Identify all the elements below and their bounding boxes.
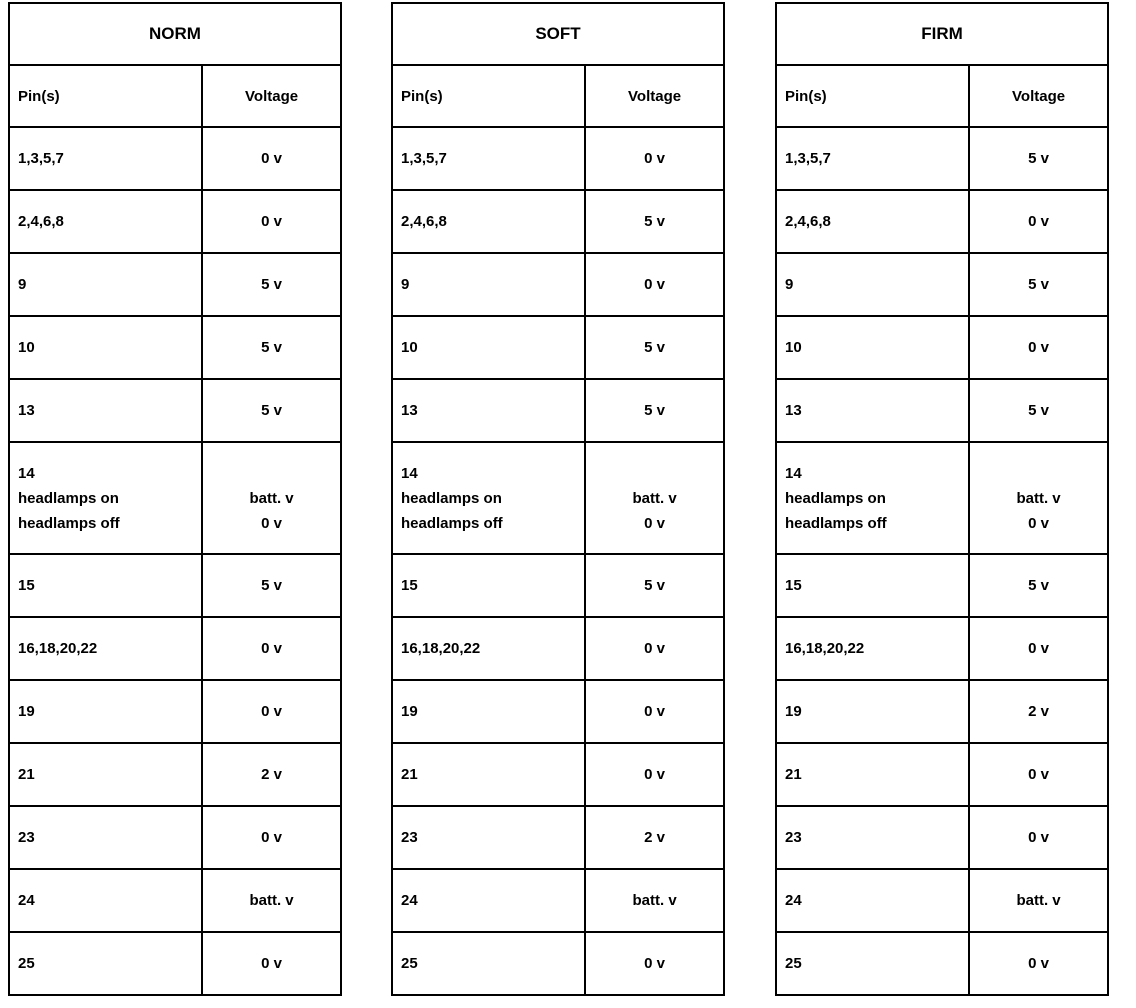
pin-cell: 23 [392,806,585,869]
pin-condition-off: headlamps off [785,514,887,532]
table-row [9,617,341,680]
firm-table [775,2,1109,996]
voltage-cell: 2 v [585,806,724,869]
table-row [9,743,341,806]
voltage-cell: 2 v [969,680,1108,743]
table-title: FIRM [776,3,1108,65]
pin-number: 14 [401,464,418,482]
table-row [776,554,1108,617]
pin-cell: 10 [9,316,202,379]
voltage-cell: 0 v [969,190,1108,253]
pin-cell: 24 [776,869,969,932]
pin-cell: 19 [392,680,585,743]
pin-cell: 15 [392,554,585,617]
voltage-cell: 5 v [969,127,1108,190]
pin-cell: 24 [392,869,585,932]
voltage-cell: batt. v [969,869,1108,932]
voltage-cell: batt. v [585,869,724,932]
voltage-cell: 0 v [969,316,1108,379]
voltage-on: batt. v [1016,489,1061,507]
pin-cell: 15 [776,554,969,617]
table-row [392,316,724,379]
table-row [392,680,724,743]
soft-table [391,2,725,996]
pin-cell: 13 [9,379,202,442]
pin-condition-off: headlamps off [401,514,503,532]
voltage-spacer [978,461,1099,486]
voltage-off: 0 v [644,514,665,532]
pin-cell: 2,4,6,8 [392,190,585,253]
pin-cell: 24 [9,869,202,932]
voltage-spacer [211,461,332,486]
table-row [9,932,341,995]
pin-number: 14 [18,464,35,482]
pin-cell [392,442,585,554]
table-row [776,127,1108,190]
voltage-cell: 0 v [202,127,341,190]
table-row [776,932,1108,995]
table-row [776,316,1108,379]
voltage-cell: 2 v [202,743,341,806]
table-title: NORM [9,3,341,65]
pin-cell: 25 [9,932,202,995]
table-title-row [9,3,341,65]
table-row [776,869,1108,932]
table-row [392,190,724,253]
table-row [9,554,341,617]
voltage-cell: 0 v [969,617,1108,680]
voltage-cell: 5 v [585,379,724,442]
voltage-on: batt. v [249,489,294,507]
voltage-cell [585,442,724,554]
pin-cell: 1,3,5,7 [776,127,969,190]
table-row [392,379,724,442]
voltage-cell: 0 v [585,680,724,743]
table-row [392,554,724,617]
voltage-cell: 0 v [202,932,341,995]
voltage-cell: 5 v [969,253,1108,316]
voltage-column-header: Voltage [202,65,341,127]
pin-cell: 10 [776,316,969,379]
table-row [392,743,724,806]
column-header-row [776,65,1108,127]
voltage-cell: 0 v [585,253,724,316]
voltage-off: 0 v [1028,514,1049,532]
voltage-cell: 0 v [585,127,724,190]
voltage-on: batt. v [632,489,677,507]
voltage-cell [202,442,341,554]
pin-column-header: Pin(s) [392,65,585,127]
pin-condition-on: headlamps on [18,489,119,507]
voltage-cell: 0 v [202,806,341,869]
table-title-row [776,3,1108,65]
voltage-off: 0 v [261,514,282,532]
pin-condition-on: headlamps on [785,489,886,507]
voltage-cell: 5 v [202,379,341,442]
table-row [776,806,1108,869]
pin-number: 14 [785,464,802,482]
pin-column-header: Pin(s) [9,65,202,127]
voltage-spacer [594,461,715,486]
voltage-cell: 5 v [202,554,341,617]
voltage-cell: 0 v [202,680,341,743]
pin-cell: 21 [776,743,969,806]
voltage-cell: 0 v [585,932,724,995]
table-row [392,127,724,190]
pin-cell: 13 [392,379,585,442]
table-row [9,806,341,869]
pin-cell: 1,3,5,7 [392,127,585,190]
table-row [392,869,724,932]
pin-cell: 23 [776,806,969,869]
pin-cell: 19 [776,680,969,743]
table-row [392,253,724,316]
pin-cell: 16,18,20,22 [776,617,969,680]
table-row [392,617,724,680]
pin-cell: 19 [9,680,202,743]
voltage-cell: 0 v [969,932,1108,995]
voltage-cell: 0 v [585,743,724,806]
table-row [776,680,1108,743]
pin-cell: 21 [9,743,202,806]
table-row [776,253,1108,316]
pin-cell: 23 [9,806,202,869]
column-header-row [392,65,724,127]
voltage-cell: 5 v [969,554,1108,617]
pin-cell: 2,4,6,8 [776,190,969,253]
voltage-column-header: Voltage [585,65,724,127]
table-title: SOFT [392,3,724,65]
pin-cell: 25 [392,932,585,995]
voltage-cell [969,442,1108,554]
voltage-cell: 5 v [202,253,341,316]
pin-cell: 10 [392,316,585,379]
table-row [9,442,341,554]
table-row [9,253,341,316]
pin-cell [9,442,202,554]
pin-cell: 9 [776,253,969,316]
voltage-cell: 0 v [585,617,724,680]
voltage-cell: 0 v [202,617,341,680]
pin-cell: 13 [776,379,969,442]
table-row [392,806,724,869]
voltage-cell: 5 v [585,316,724,379]
column-header-row [9,65,341,127]
pin-cell: 21 [392,743,585,806]
table-row [776,442,1108,554]
voltage-cell: 0 v [969,743,1108,806]
table-row [9,190,341,253]
voltage-cell: batt. v [202,869,341,932]
norm-table [8,2,342,996]
pin-cell: 9 [9,253,202,316]
voltage-column-header: Voltage [969,65,1108,127]
pin-column-header: Pin(s) [776,65,969,127]
voltage-cell: 5 v [202,316,341,379]
table-row [776,379,1108,442]
table-row [776,190,1108,253]
pin-cell: 25 [776,932,969,995]
pin-cell: 9 [392,253,585,316]
table-row [9,379,341,442]
table-title-row [392,3,724,65]
pin-cell: 1,3,5,7 [9,127,202,190]
pin-cell: 2,4,6,8 [9,190,202,253]
pin-cell [776,442,969,554]
table-row [9,127,341,190]
voltage-cell: 0 v [202,190,341,253]
table-row [9,869,341,932]
pin-cell: 16,18,20,22 [392,617,585,680]
table-row [392,932,724,995]
voltage-cell: 5 v [969,379,1108,442]
table-row [776,743,1108,806]
pin-cell: 15 [9,554,202,617]
table-row [9,680,341,743]
table-row [9,316,341,379]
table-row [776,617,1108,680]
table-row [392,442,724,554]
pin-condition-on: headlamps on [401,489,502,507]
pin-condition-off: headlamps off [18,514,120,532]
voltage-cell: 5 v [585,554,724,617]
voltage-cell: 5 v [585,190,724,253]
voltage-cell: 0 v [969,806,1108,869]
pin-cell: 16,18,20,22 [9,617,202,680]
